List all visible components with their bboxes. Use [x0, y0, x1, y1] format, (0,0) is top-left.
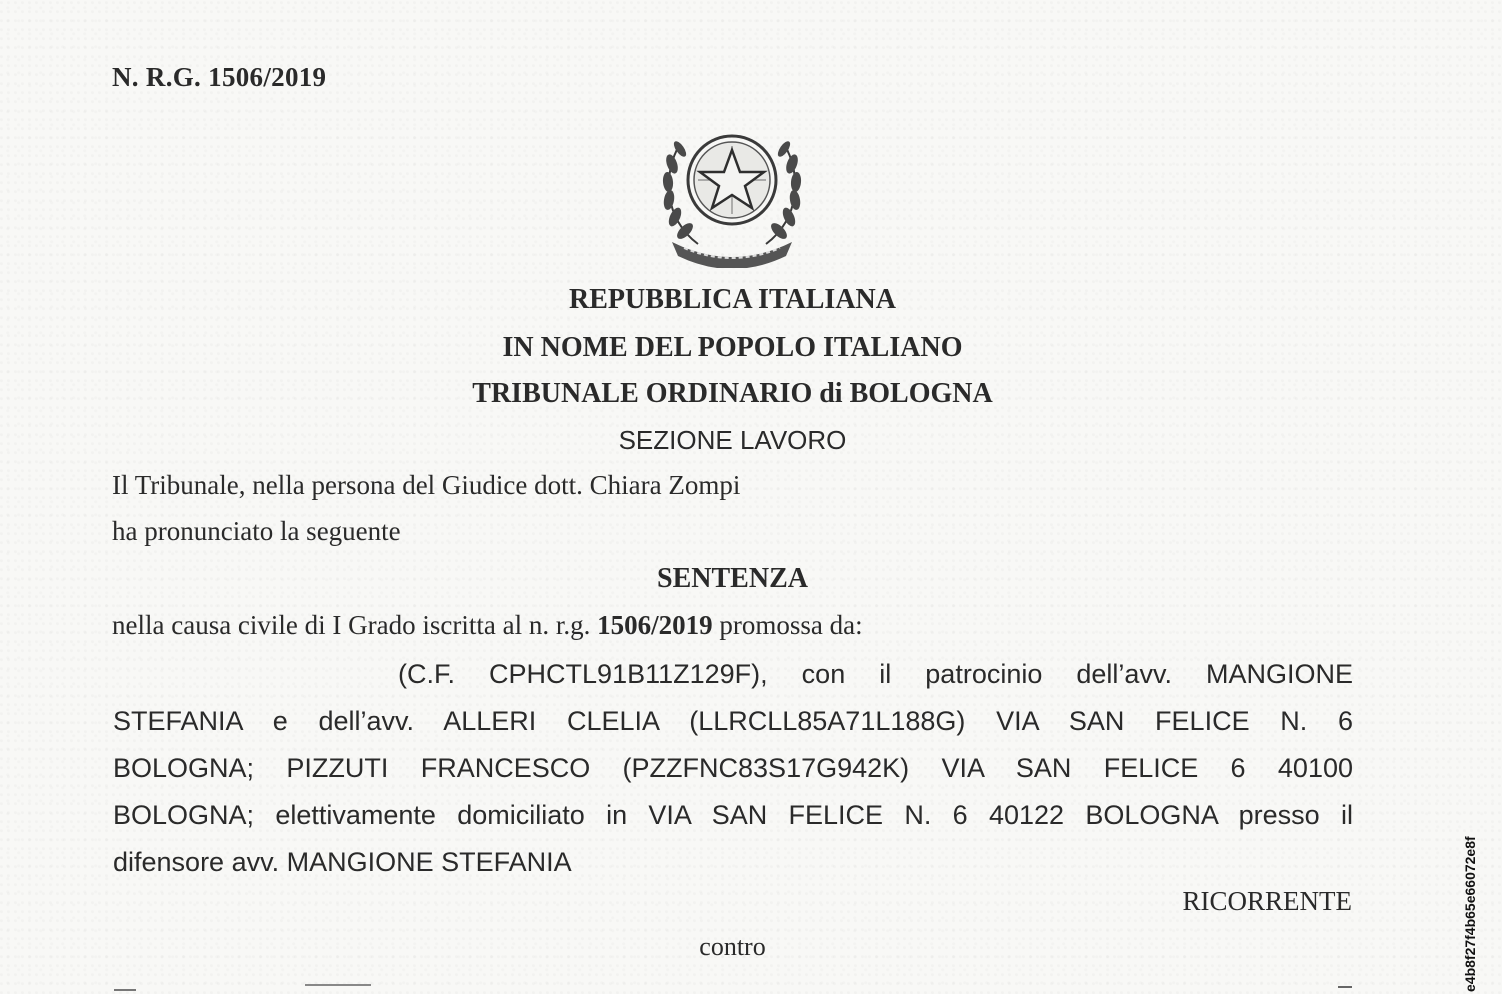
scan-mark [305, 984, 371, 986]
parties-row-2: STEFANIA e dell’avv. ALLERI CLELIA (LLRCLL85A71L188G) VIA SAN FELICE N. 6 [113, 706, 1353, 736]
case-number: N. R.G. 1506/2019 [112, 62, 327, 92]
scan-mark [1338, 986, 1352, 988]
role-label: RICORRENTE [1182, 886, 1352, 916]
causa-prefix: nella causa civile di I Grado iscritta al n. r.g. [112, 610, 598, 640]
italian-republic-emblem-icon [658, 104, 806, 268]
sentenza-heading: SENTENZA [657, 563, 808, 594]
scan-mark [114, 989, 136, 991]
parties-row-1: (C.F. CPHCTL91B11Z129F), con il patrocinio dell’avv. MANGIONE [398, 659, 1353, 689]
parties-row-5: difensore avv. MANGIONE STEFANIA [113, 847, 572, 877]
republic-heading: REPUBBLICA ITALIANA [569, 284, 896, 315]
parties-row-3: BOLOGNA; PIZZUTI FRANCESCO (PZZFNC83S17G942K) VIA SAN FELICE 6 40100 [113, 753, 1353, 783]
people-heading: IN NOME DEL POPOLO ITALIANO [502, 332, 963, 363]
parties-row-4: BOLOGNA; elettivamente domiciliato in VIA SAN FELICE N. 6 40122 BOLOGNA presso il [113, 800, 1353, 830]
causa-line [112, 610, 863, 641]
court-heading: TRIBUNALE ORDINARIO di BOLOGNA [472, 378, 993, 409]
parties-paragraph [113, 651, 1353, 886]
causa-number: 1506/2019 [597, 610, 713, 640]
intro-judge-line: Il Tribunale, nella persona del Giudice dott. Chiara Zompi [112, 470, 741, 500]
document-hash-code: e4b8f27f4b65e66072e8f [1462, 836, 1478, 992]
intro-pronounce-line: ha pronunciato la seguente [112, 516, 401, 546]
contro-label: contro [699, 932, 766, 961]
section-heading: SEZIONE LAVORO [618, 425, 847, 455]
causa-suffix: promossa da: [712, 610, 863, 640]
